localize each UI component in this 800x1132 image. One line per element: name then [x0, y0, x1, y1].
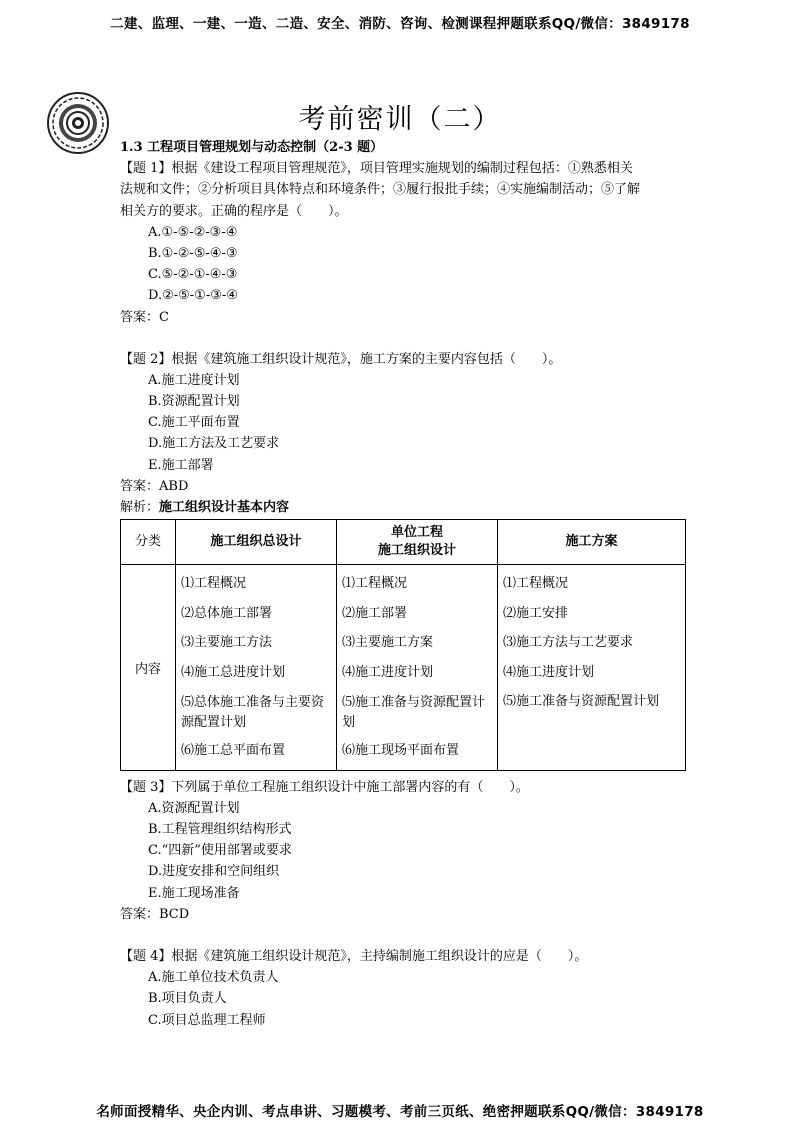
q2-option: C.施工平面布置: [148, 415, 240, 431]
q1-option: B.①-②-⑤-④-③: [148, 245, 238, 261]
table-cell-item: ⑵施工安排: [503, 605, 569, 621]
table-row-label: 内容: [121, 565, 176, 771]
table-cell-item: ⑴工程概况: [181, 576, 247, 592]
table-cell-item: ⑴工程概况: [342, 576, 408, 592]
section-heading: 1.3 工程项目管理规划与动态控制（2-3 题）: [120, 140, 384, 155]
table-cell-item: ⑷施工进度计划: [342, 664, 434, 680]
q4-option: C.项目总监理工程师: [148, 1012, 266, 1028]
table-header-row: [121, 520, 686, 565]
q3-option: D.进度安排和空间组织: [148, 864, 280, 880]
q3-stem: 【题 3】下列属于单位工程施工组织设计中施工部署内容的有（ ）。: [120, 779, 529, 795]
table-header-cell: 施工组织总设计: [176, 520, 337, 565]
q3-option: A.资源配置计划: [148, 800, 240, 816]
content-table: [120, 519, 686, 771]
q1-stem-line: 相关方的要求。正确的程序是（ ）。: [120, 203, 348, 219]
table-header-cell: [337, 520, 498, 565]
q2-answer: 答案：ABD: [120, 478, 189, 494]
table-cell-item: ⑸施工准备与资源配置计划: [503, 694, 660, 710]
q1-stem-line: 法规和文件；②分析项目具体特点和环境条件；③履行报批手续；④实施编制活动；⑤了解: [120, 182, 641, 198]
q3-answer: 答案：BCD: [120, 906, 190, 922]
q3-option: B.工程管理组织结构形式: [148, 822, 292, 838]
page-title: 考前密训（二）: [298, 104, 502, 135]
table-cell-item: ⑶主要施工方法: [181, 635, 273, 651]
question-2: [120, 349, 690, 519]
table-cell-item: ⑶主要施工方案: [342, 635, 434, 651]
page-header: 二建、监理、一建、一造、二造、安全、消防、咨询、检测课程押题联系QQ/微信：3849178: [110, 16, 690, 32]
table-cell-item: ⑶施工方法与工艺要求: [503, 635, 634, 651]
document-body: [120, 137, 690, 1031]
question-1: [120, 158, 690, 328]
q1-stem-line: 【题 1】根据《建设工程项目管理规范》，项目管理实施规划的编制过程包括：①熟悉相关: [120, 161, 633, 177]
question-3: [120, 777, 690, 925]
question-4: [120, 946, 690, 1031]
q2-analysis: [120, 497, 690, 518]
q4-option: B.项目负责人: [148, 991, 227, 1007]
q4-option: A.施工单位技术负责人: [148, 970, 279, 986]
q2-stem: 【题 2】根据《建筑施工组织设计规范》，施工方案的主要内容包括（ ）。: [120, 351, 562, 367]
q1-option: A.①-⑤-②-③-④: [148, 224, 238, 240]
table-header-line: 单位工程: [390, 525, 443, 541]
table-cell-item: ⑵总体施工部署: [181, 605, 273, 621]
table-cell-item: ⑴工程概况: [503, 576, 569, 592]
q1-answer: 答案：C: [120, 309, 169, 325]
q4-stem: 【题 4】根据《建筑施工组织设计规范》，主持编制施工组织设计的应是（ ）。: [120, 949, 588, 964]
table-cell-col2: [337, 565, 498, 771]
page-footer: 名师面授精华、央企内训、考点串讲、习题模考、考前三页纸、绝密押题联系QQ/微信：3849178: [96, 1104, 704, 1120]
table-cell-item: ⑹施工现场平面布置: [342, 743, 460, 759]
table-row: [121, 565, 686, 771]
analysis-label: 解析：: [120, 500, 160, 515]
table-header-cell: 分类: [121, 520, 176, 565]
table-header-cell: 施工方案: [498, 520, 686, 565]
q2-option: E.施工部署: [148, 457, 214, 473]
table-cell-item: ⑹施工总平面布置: [181, 743, 286, 759]
q3-option: C.“四新”使用部署或要求: [148, 843, 292, 859]
table-cell-col1: [176, 565, 337, 771]
table-cell-item: ⑸总体施工准备与主要资源配置计划: [181, 695, 325, 731]
q3-option: E.施工现场准备: [148, 885, 240, 901]
q2-option: A.施工进度计划: [148, 372, 240, 388]
table-cell-item: ⑷施工总进度计划: [181, 664, 286, 680]
q2-option: B.资源配置计划: [148, 394, 240, 410]
table-cell-item: ⑵施工部署: [342, 605, 408, 621]
analysis-title: 施工组织设计基本内容: [159, 500, 290, 515]
table-header-line: 施工组织设计: [377, 543, 456, 559]
q2-option: D.施工方法及工艺要求: [148, 436, 280, 452]
q1-option: D.②-⑤-①-③-④: [148, 288, 238, 304]
table-cell-item: ⑸施工准备与资源配置计划: [342, 695, 486, 731]
table-cell-item: ⑷施工进度计划: [503, 664, 595, 680]
q1-option: C.⑤-②-①-④-③: [148, 267, 238, 283]
table-cell-col3: [498, 565, 686, 771]
